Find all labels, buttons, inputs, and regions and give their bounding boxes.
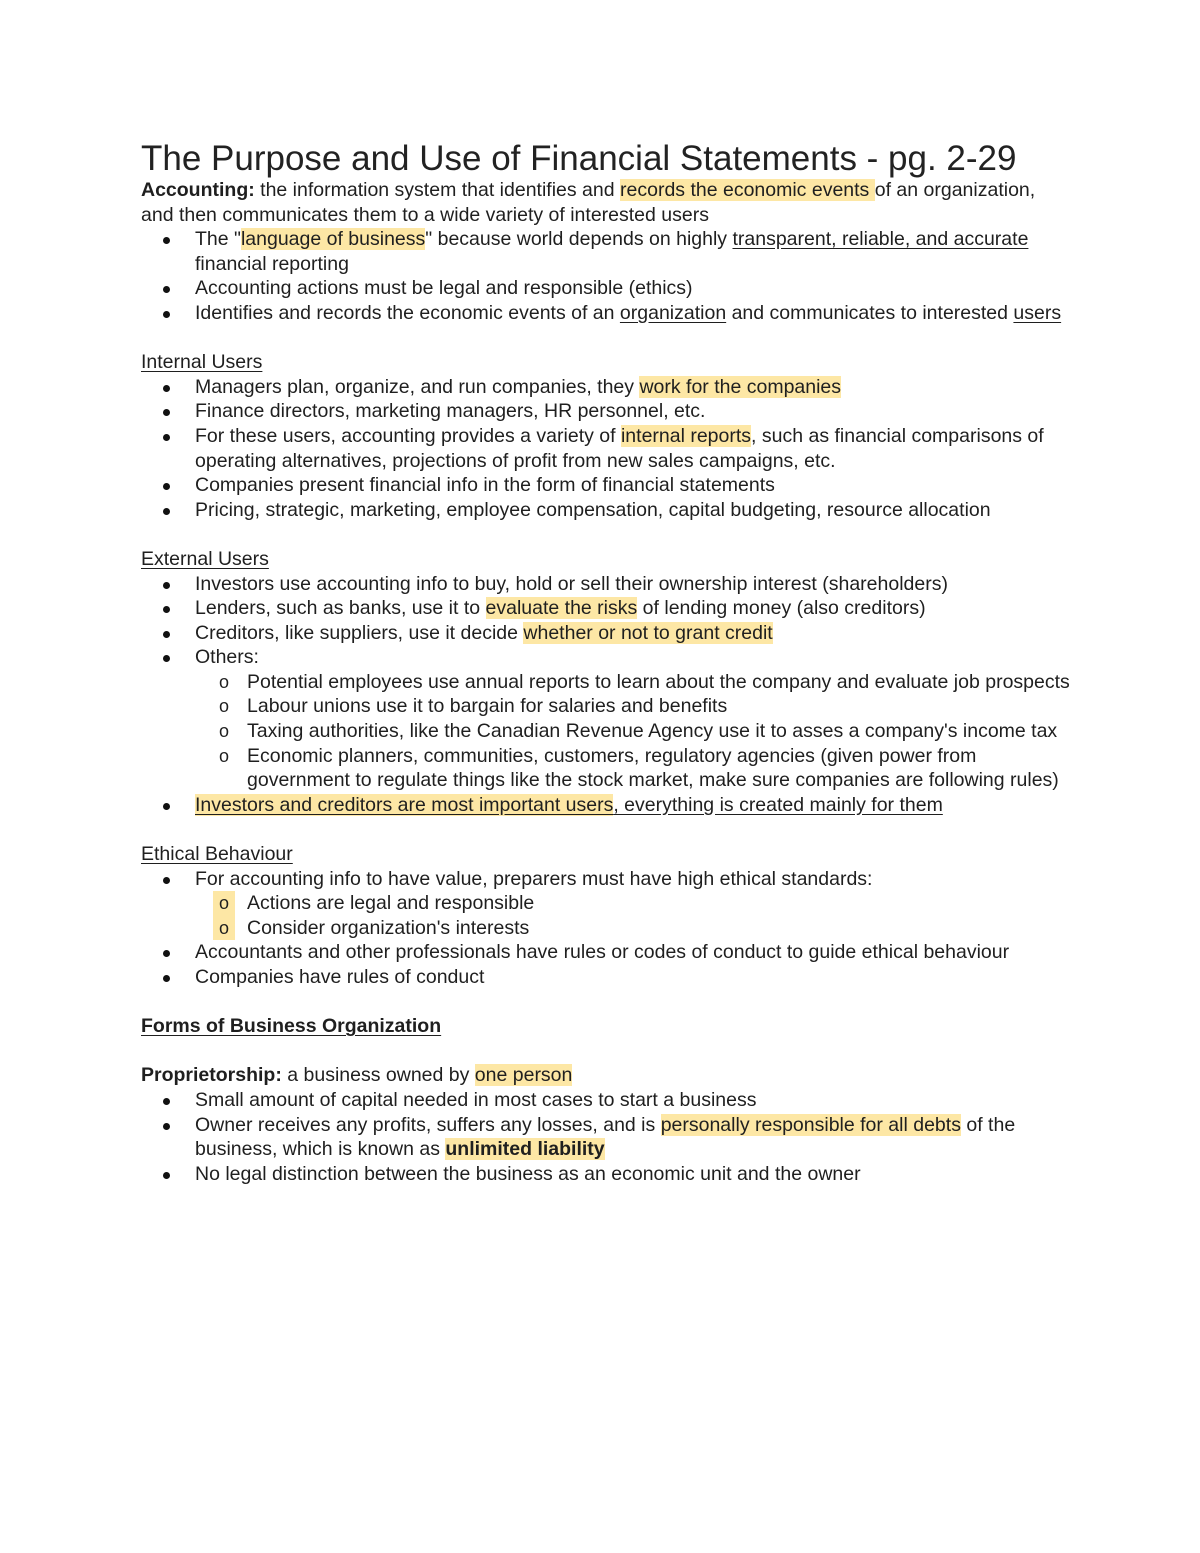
list-item: Owner receives any profits, suffers any losses, and is personally responsible for all debts of the business, which is known as unlimited liability [141, 1113, 1071, 1162]
list-item: Accounting actions must be legal and responsible (ethics) [141, 276, 1071, 301]
list-item: Accountants and other professionals have rules or codes of conduct to guide ethical behaviour [141, 940, 1071, 965]
list-item: Finance directors, marketing managers, HR personnel, etc. [141, 399, 1071, 424]
ethical-list [141, 867, 1071, 990]
external-users-list [141, 572, 1071, 818]
highlight-records-events: records the economic events [620, 179, 875, 201]
list-item: Managers plan, organize, and run companies, they work for the companies [141, 375, 1071, 400]
list-item: Lenders, such as banks, use it to evaluate the risks of lending money (also creditors) [141, 596, 1071, 621]
accounting-definition: Accounting: the information system that identifies and records the economic events of an organization, and then communicates them to a wide variety of interested users [141, 179, 1036, 226]
proprietorship-list [141, 1088, 1071, 1186]
list-item: For these users, accounting provides a variety of internal reports, such as financial comparisons of operating alternatives, projections of profit from new sales campaigns, etc. [141, 424, 1071, 473]
sub-list-item: o Consider organization's interests [195, 916, 1071, 941]
sub-list-item: o Taxing authorities, like the Canadian Revenue Agency use it to asses a company's income tax [218, 720, 1058, 743]
list-item: Others: o Potential employees use annual reports to learn about the company and evaluate job prospects o Labour unions use it to bargain for salaries and benefits o Taxing authorities, like the Canadian Revenue Agency use it to asses a company's income tax o Economic planners, communities, customers, regulatory agencies (given power from government to regulate things like the stock market, make sure companies are following rules) [141, 645, 1071, 793]
list-item: For accounting info to have value, preparers must have high ethical standards: o Actions are legal and responsible o Consider organization's interests [141, 867, 1071, 941]
list-item: Companies have rules of conduct [141, 965, 1071, 990]
list-item: Companies present financial info in the form of financial statements [141, 473, 1071, 498]
list-item: Investors and creditors are most important users, everything is created mainly for them [141, 793, 1071, 818]
ethical-sublist [195, 891, 1071, 940]
list-item: Creditors, like suppliers, use it decide whether or not to grant credit [141, 621, 1071, 646]
internal-users-heading: Internal Users [141, 351, 263, 374]
forms-heading: Forms of Business Organization [141, 1015, 442, 1038]
list-item: Investors use accounting info to buy, hold or sell their ownership interest (shareholders) [141, 572, 1071, 597]
sub-list-item: o Economic planners, communities, customers, regulatory agencies (given power from government to regulate things like the stock market, make sure companies are following rules) [218, 744, 1059, 792]
sub-list-item: o Potential employees use annual reports to learn about the company and evaluate job prospects [218, 670, 1070, 693]
document-page [141, 140, 1071, 1186]
list-item: The "language of business" because world depends on highly transparent, reliable, and accurate financial reporting [141, 227, 1071, 276]
list-item: No legal distinction between the business as an economic unit and the owner [141, 1162, 1071, 1187]
others-sublist [195, 670, 1071, 793]
list-item: Small amount of capital needed in most cases to start a business [141, 1088, 1071, 1113]
accounting-bullets [141, 227, 1071, 325]
page-title: The Purpose and Use of Financial Statements - pg. 2-29 [141, 139, 1017, 178]
ethical-behaviour-heading: Ethical Behaviour [141, 843, 293, 866]
internal-users-list [141, 375, 1071, 523]
list-item: Pricing, strategic, marketing, employee compensation, capital budgeting, resource allocation [141, 498, 1071, 523]
sub-list-item: o Labour unions use it to bargain for salaries and benefits [218, 695, 728, 718]
accounting-term: Accounting: [141, 179, 255, 201]
proprietorship-definition: Proprietorship: a business owned by one person [141, 1064, 573, 1087]
external-users-heading: External Users [141, 547, 269, 570]
list-item: Identifies and records the economic events of an organization and communicates to interested users [141, 301, 1071, 326]
sub-list-item: o Actions are legal and responsible [195, 891, 1071, 916]
